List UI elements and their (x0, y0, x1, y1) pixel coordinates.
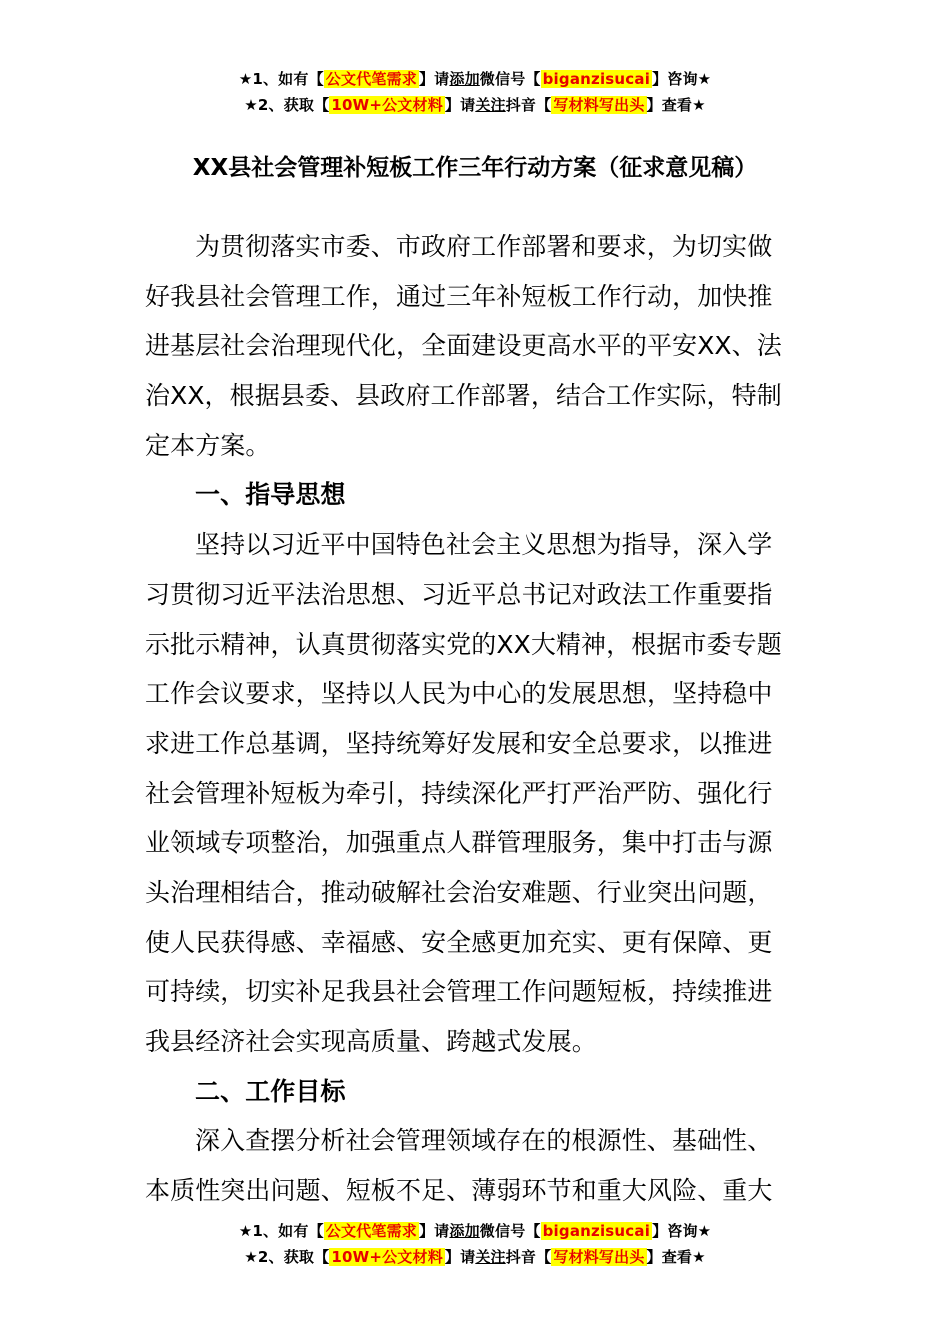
promo-highlight: 10W+公文材料 (331, 96, 443, 114)
promo-emphasis: 添加 (449, 70, 480, 88)
promo-banner-top (0, 66, 950, 118)
promo-text: ★2、获取【 (244, 96, 330, 114)
promo-wechat-id: biganzisucai (542, 70, 651, 88)
promo-emphasis: 关注 (475, 1248, 506, 1266)
paragraph-line: 头治理相结合，推动破解社会治安难题、行业突出问题， (145, 877, 773, 907)
promo-text: 微信号【 (479, 1222, 541, 1240)
paragraph-line: 为贯彻落实市委、市政府工作部署和要求，为切实做 (195, 232, 773, 261)
promo-wechat-id: biganzisucai (542, 1222, 651, 1240)
paragraph-line: 工作会议要求，坚持以人民为中心的发展思想，坚持稳中 (145, 679, 773, 709)
paragraph-line: 求进工作总基调，坚持统筹好发展和安全总要求，以推进 (145, 728, 773, 758)
paragraph-line: 使人民获得感、幸福感、安全感更加充实、更有保障、更 (145, 927, 773, 957)
promo-text: 抖音【 (505, 1248, 552, 1266)
promo-text: 】咨询★ (652, 70, 712, 88)
promo-highlight: 公文代笔需求 (325, 70, 417, 88)
promo-text: 】请 (444, 96, 476, 114)
promo-text: ★2、获取【 (244, 1248, 330, 1266)
document-body (145, 222, 810, 1216)
promo-text: 】咨询★ (652, 1222, 712, 1240)
paragraph-line: 习贯彻习近平法治思想、习近平总书记对政法工作重要指 (145, 579, 773, 609)
promo-line-1 (0, 1218, 950, 1244)
promo-text: 】请 (418, 1222, 450, 1240)
paragraph-line: 治XX，根据县委、县政府工作部署，结合工作实际，特制 (145, 381, 782, 411)
paragraph-line: 坚持以习近平中国特色社会主义思想为指导，深入学 (195, 530, 773, 560)
promo-account: 写材料写出头 (553, 96, 645, 114)
promo-text: ★1、如有【 (238, 70, 324, 88)
promo-line-2 (0, 1244, 950, 1270)
promo-line-2 (0, 92, 950, 118)
promo-line-1 (0, 66, 950, 92)
promo-banner-bottom (0, 1218, 950, 1270)
document-title: XX县社会管理补短板工作三年行动方案（征求意见稿） (192, 155, 758, 181)
paragraph-line: 我县经济社会实现高质量、跨越式发展。 (145, 1027, 597, 1056)
promo-text: ★1、如有【 (238, 1222, 324, 1240)
paragraph-line: 定本方案。 (145, 430, 271, 460)
promo-text: 抖音【 (505, 96, 552, 114)
promo-highlight: 公文代笔需求 (325, 1222, 417, 1240)
paragraph-line: 进基层社会治理现代化，全面建设更高水平的平安XX、法 (145, 331, 782, 361)
promo-text: 】请 (418, 70, 450, 88)
paragraph-line: 示批示精神，认真贯彻落实党的XX大精神，根据市委专题 (145, 629, 782, 659)
paragraph-line: 社会管理补短板为牵引，持续深化严打严治严防、强化行 (145, 778, 773, 808)
section-heading: 二、工作目标 (195, 1076, 346, 1106)
paragraph-line: 好我县社会管理工作，通过三年补短板工作行动，加快推 (145, 281, 773, 311)
paragraph-line: 深入查摆分析社会管理领域存在的根源性、基础性、 (195, 1126, 773, 1156)
paragraph-line: 可持续，切实补足我县社会管理工作问题短板，持续推进 (145, 977, 773, 1007)
promo-account: 写材料写出头 (553, 1248, 645, 1266)
promo-text: 】请 (444, 1248, 476, 1266)
promo-text: 】查看★ (646, 1248, 706, 1266)
paragraph-line: 本质性突出问题、短板不足、薄弱环节和重大风险、重大 (145, 1176, 773, 1206)
promo-text: 】查看★ (646, 96, 706, 114)
section-heading: 一、指导思想 (195, 480, 346, 510)
promo-highlight: 10W+公文材料 (331, 1248, 443, 1266)
paragraph-line: 业领域专项整治，加强重点人群管理服务，集中打击与源 (145, 828, 773, 858)
promo-text: 微信号【 (479, 70, 541, 88)
promo-emphasis: 添加 (449, 1222, 480, 1240)
promo-emphasis: 关注 (475, 96, 506, 114)
